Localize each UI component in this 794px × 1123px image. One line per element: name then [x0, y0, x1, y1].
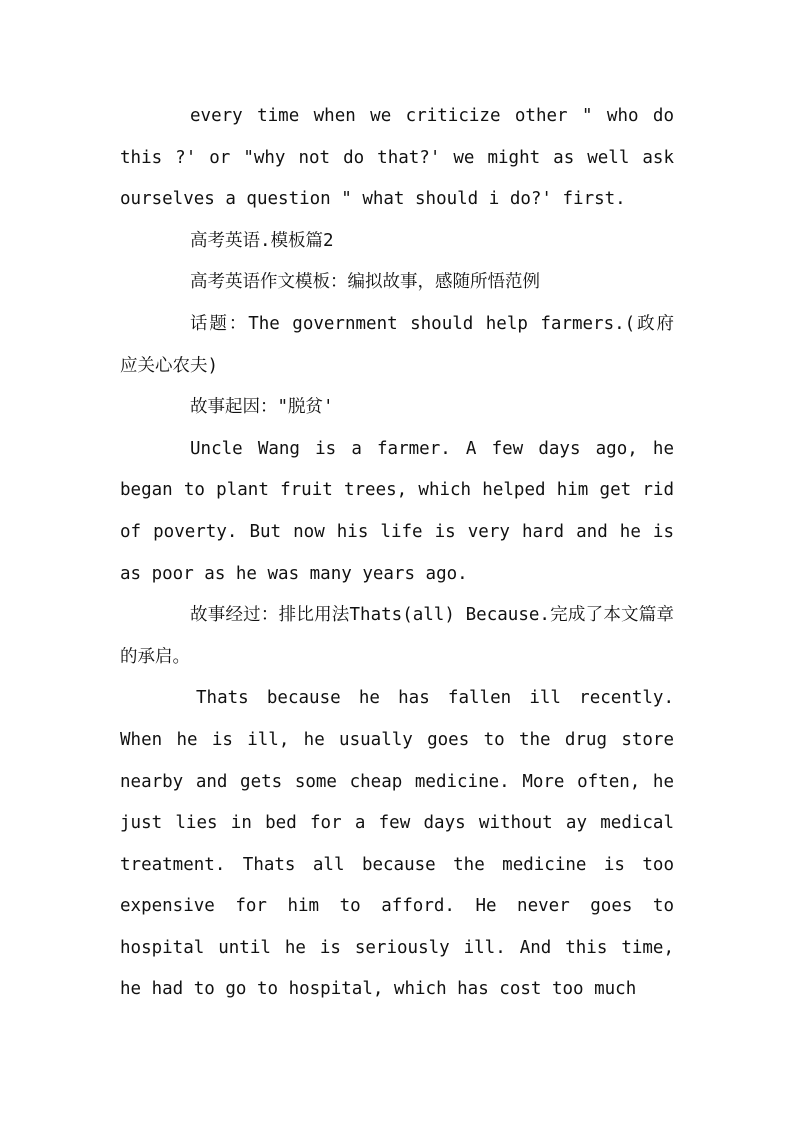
document-body	[120, 96, 674, 1011]
paragraph-illness: Thats because he has fallen ill recently. When he is ill, he usually goes to the drug store nearby and gets some cheap medicine. More often, he just lies in bed for a few days without ay medical treatment. Thats all because the medicine is too expensive for him to afford. He never goes to hospital until he is seriously ill. And this time, he had to go to hospital, which has cost too much	[120, 688, 674, 1000]
section-heading: 高考英语.模板篇2	[190, 230, 334, 251]
template-title: 高考英语作文模板：编拟故事，感随所悟范例	[190, 272, 540, 293]
topic-line: 话题：The government should help farmers.(政府应关心农夫)	[120, 313, 674, 376]
story-process-label: 故事经过：排比用法Thats(all) Because.完成了本文篇章的承启。	[120, 605, 674, 667]
paragraph-uncle-wang: Uncle Wang is a farmer. A few days ago, he began to plant fruit trees, which helped him get rid of poverty. But now his life is very hard and he is as poor as he was many years ago.	[120, 438, 674, 584]
paragraph-criticize: every time when we criticize other " who do this ?' or "why not do that?' we might as well ask ourselves a question " what should i do?' first.	[120, 106, 674, 210]
story-cause-label: 故事起因："脱贫'	[190, 397, 334, 418]
